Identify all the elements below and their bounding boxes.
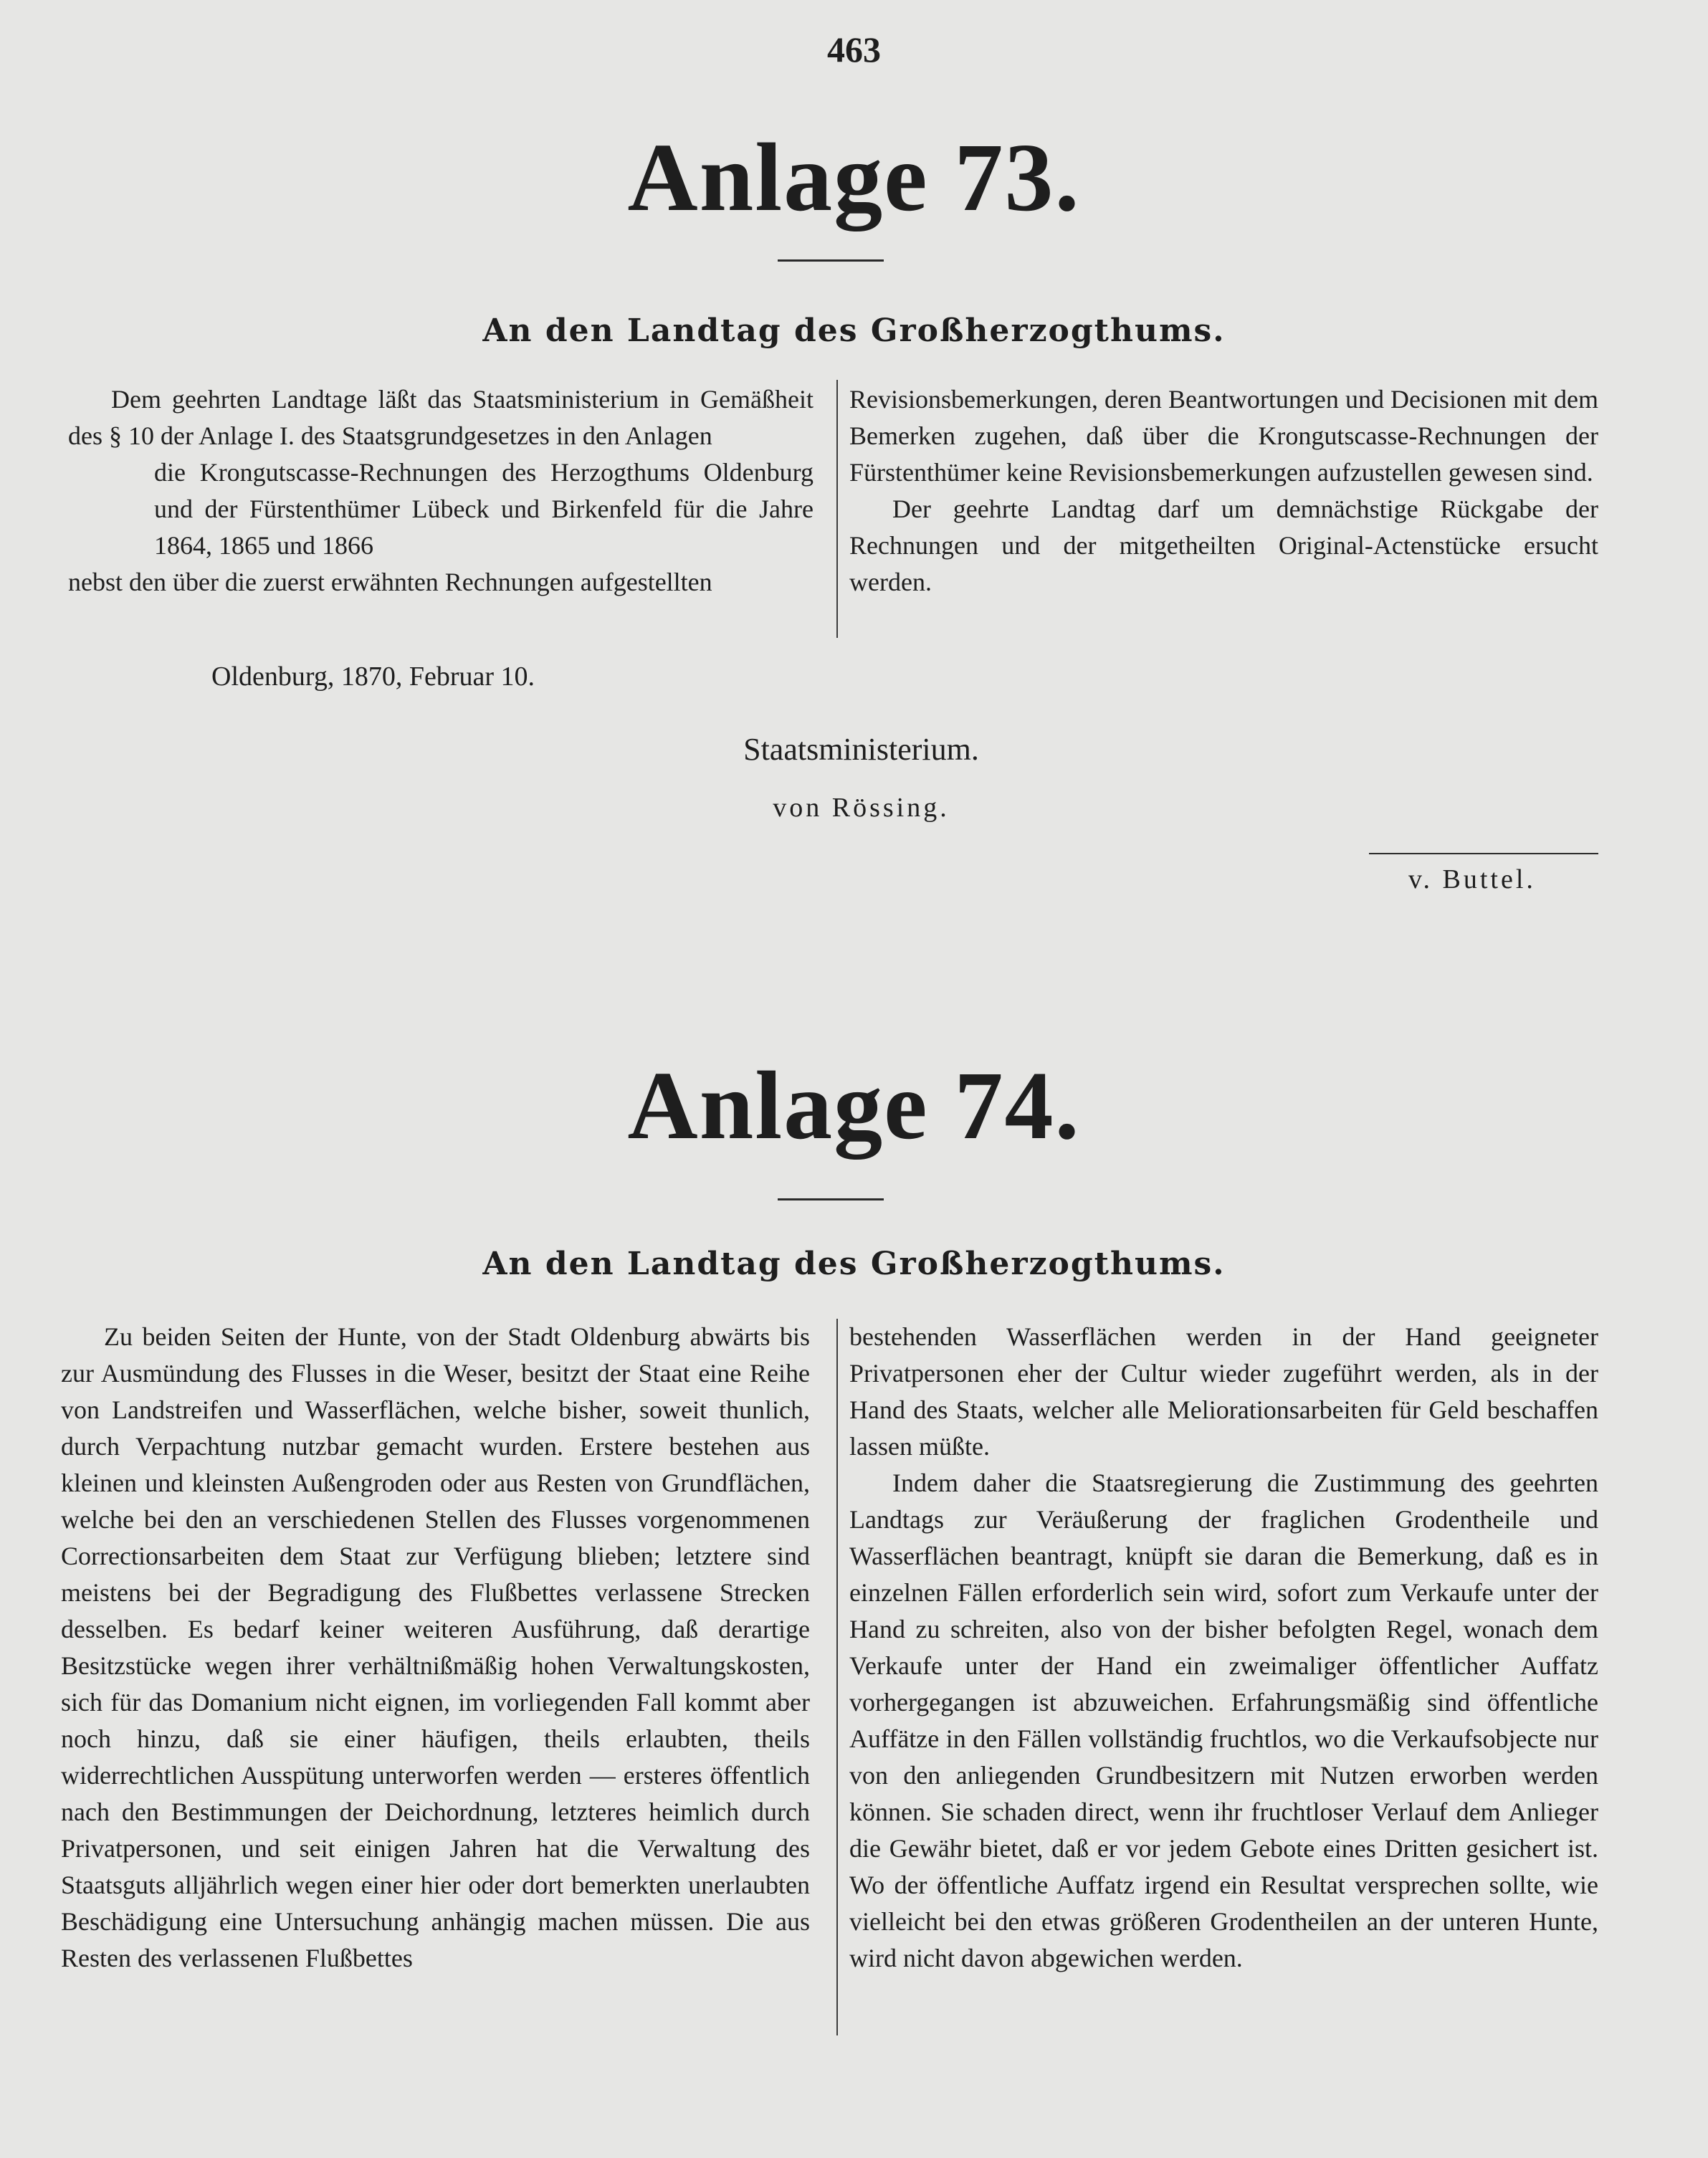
signature-org: Staatsministerium. bbox=[743, 732, 979, 767]
page-number: 463 bbox=[827, 29, 881, 70]
anlage-73-right-p1: Revisionsbemerkungen, deren Beantwortungen und Decisionen mit dem Bemerken zugehen, daß über die Krongutscasse-Rechnungen der Fürstenthümer keine Revisionsbemerkungen aufzustellen gewesen sind. bbox=[849, 385, 1598, 487]
anlage-74-right-p1: bestehenden Wasserflächen werden in der Hand geeigneter Privatpersonen eher der Cultur wieder zugeführt werden, als in der Hand des Staats, welcher alle Meliorationsarbeiten für Geld beschaffen lassen müßte. bbox=[849, 1322, 1598, 1461]
anlage-73-left-column bbox=[68, 381, 814, 601]
anlage-74-address: An den Landtag des Großherzogthums. bbox=[482, 1246, 1226, 1282]
column-divider bbox=[836, 1319, 838, 2035]
anlage-73-title: Anlage 73. bbox=[627, 124, 1081, 231]
anlage-73-address: An den Landtag des Großherzogthums. bbox=[482, 312, 1226, 349]
anlage-74-left-column bbox=[61, 1319, 810, 1977]
anlage-73-right-p2: Der geehrte Landtag darf um demnächstige Rückgabe der Rechnungen und der mitgetheilten Original-Actenstücke ersucht werden. bbox=[849, 495, 1598, 596]
signature-name-2: v. Buttel. bbox=[1408, 864, 1536, 894]
anlage-73-intro: Dem geehrten Landtage läßt das Staatsministerium in Gemäßheit des § 10 der Anlage I. des Staatsgrundgesetzes in den Anlagen bbox=[68, 385, 814, 450]
anlage-73-right-column bbox=[849, 381, 1598, 601]
anlage-74-right-p2: Indem daher die Staatsregierung die Zustimmung des geehrten Landtags zur Veräußerung der fraglichen Grodentheile und Wasserflächen beantragt, knüpft sie daran die Bemerkung, daß es in einzelnen Fällen erforderlich sein wird, sofort zum Verkaufe unter der Hand zu schreiten, also von der bisher befolgten Regel, wonach dem Verkaufe unter der Hand ein zweimaliger öffentlicher Auffatz vorhergegangen ist abzuweichen. Erfahrungsmäßig sind öffentliche Auffätze in den Fällen vollständig fruchtlos, wo die Verkaufsobjecte nur von den anliegenden Grundbesitzern mit Nutzen erworben werden können. Sie schaden direct, wenn ihr fruchtloser Verlauf dem Anlieger die Gewähr bietet, daß er vor jedem Gebote eines Dritten gesichert ist. Wo der öffentliche Auffatz irgend ein Resultat versprechen sollte, wie vielleicht bei den etwas größeren Grodentheilen an der unteren Hunte, wird nicht davon abgewichen werden. bbox=[849, 1469, 1598, 1972]
date-line: Oldenburg, 1870, Februar 10. bbox=[211, 662, 535, 692]
signature-name: von Rössing. bbox=[773, 793, 950, 823]
anlage-74-left-p1: Zu beiden Seiten der Hunte, von der Stadt Oldenburg abwärts bis zur Ausmündung des Flusses in die Weser, besitzt der Staat eine Reihe von Landstreifen und Wasserflächen, welche bisher, soweit thunlich, durch Verpachtung nutzbar gemacht wurden. Erstere bestehen aus kleinen und kleinsten Außengroden oder aus Resten von Grundflächen, welche bei den an verschiedenen Stellen des Flusses vorgenommenen Correctionsarbeiten dem Staat zur Verfügung blieben; letztere sind meistens bei der Begradigung des Flußbettes verlassene Strecken desselben. Es bedarf keiner weiteren Ausführung, daß derartige Besitzstücke wegen ihrer verhältnißmäßig hohen Verwaltungskosten, sich für das Domanium nicht eignen, im vorliegenden Fall kommt aber noch hinzu, daß sie einer häufigen, theils erlaubten, theils widerrechtlichen Ausspütung unterworfen werden — ersteres öffentlich nach den Bestimmungen der Deichordnung, letzteres heimlich durch Privatpersonen, und seit einigen Jahren hat die Verwaltung des Staatsguts alljährlich wegen einer hier oder dort bemerkten unerlaubten Beschädigung eine Untersuchung anhängig machen müssen. Die aus Resten des verlassenen Flußbettes bbox=[61, 1322, 810, 1972]
signature-rule bbox=[1369, 853, 1598, 854]
column-divider bbox=[836, 380, 838, 638]
title-rule bbox=[778, 259, 884, 262]
anlage-74-right-column bbox=[849, 1319, 1598, 1977]
title-rule bbox=[778, 1198, 884, 1200]
anlage-73-list: die Krongutscasse-Rechnungen des Herzogthums Oldenburg und der Fürstenthümer Lübeck und Birkenfeld für die Jahre 1864, 1865 und 1866 bbox=[154, 458, 814, 560]
anlage-73-after: nebst den über die zuerst erwähnten Rechnungen aufgestellten bbox=[68, 568, 712, 596]
anlage-74-title: Anlage 74. bbox=[627, 1052, 1081, 1160]
